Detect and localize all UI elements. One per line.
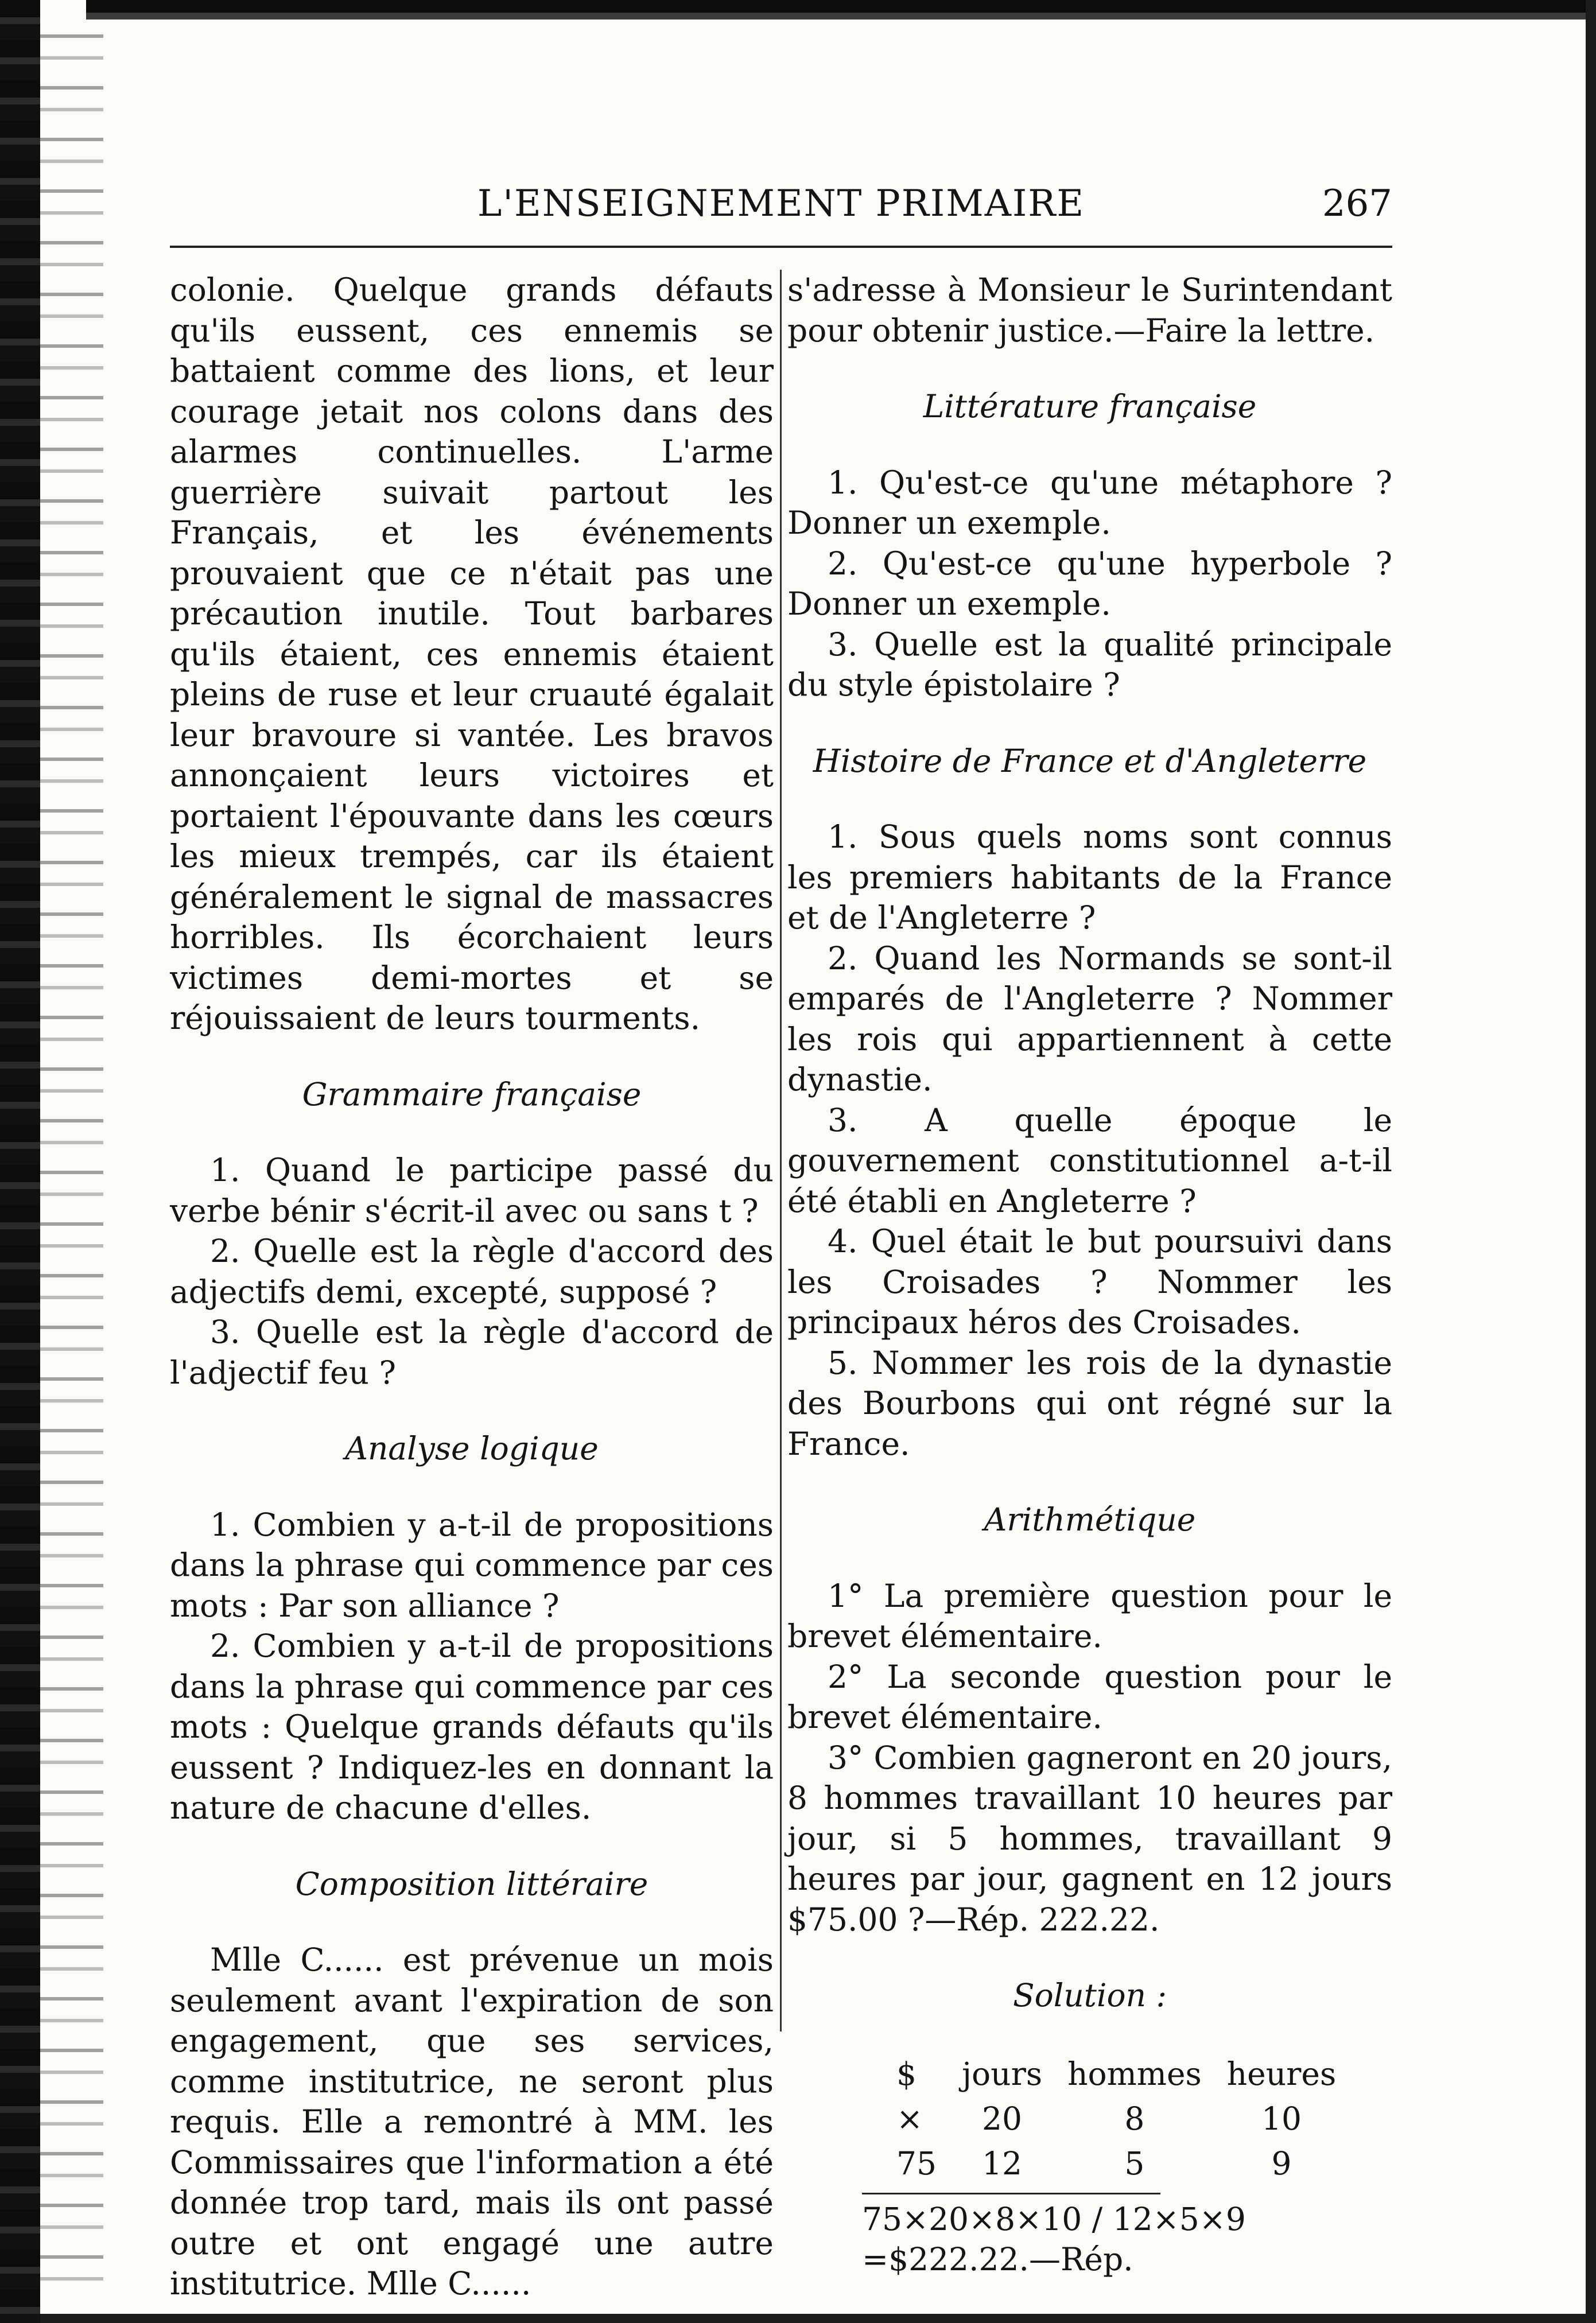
running-head: L'ENSEIGNEMENT PRIMAIRE	[477, 182, 1085, 225]
composition-text: Mlle C...... est prévenue un mois seulement avant l'expiration de son engagement, que ses services, comme institutrice, ne seront plus requis. Elle a remontré à MM. les Commissaires que l'information a été donnée trop tard, mais ils ont passé outre et ont engagé une autre institutrice. Mlle C......	[170, 1941, 774, 2302]
solution-cell: 5	[1124, 2145, 1145, 2182]
solution-cell: 75	[896, 2145, 937, 2182]
solution-header-cell: jours	[962, 2055, 1043, 2092]
section-title-analyse: Analyse logique	[345, 1430, 599, 1467]
solution-table	[896, 2052, 1361, 2186]
solution-cell: 8	[1124, 2100, 1145, 2137]
column-divider	[780, 270, 782, 2031]
section-title-grammaire: Grammaire française	[302, 1075, 642, 1113]
solution-header-cell: heures	[1226, 2055, 1337, 2092]
solution-header-cell: $	[896, 2055, 917, 2092]
litterature-question-3: 3. Quelle est la qualité principale du style épistolaire ?	[787, 626, 1392, 703]
histoire-question-1: 1. Sous quels noms sont connus les premiers habitants de la France et de l'Angleterre ?	[787, 818, 1392, 936]
analyse-question-2: 2. Combien y a-t-il de propositions dans la phrase qui commence par ces mots : Quelque grands défauts qu'ils eussent ? Indiquez-les en donnant la nature de chacune d'elles.	[170, 1627, 774, 1826]
arithmetique-question-2: 2° La seconde question pour le brevet élémentaire.	[787, 1658, 1392, 1735]
arithmetique-question-3: 3° Combien gagneront en 20 jours, 8 hommes travaillant 10 heures par jour, si 5 hommes, travaillant 9 heures par jour, gagnent en 12 jours $75.00 ?—Rép. 222.22.	[787, 1739, 1392, 1938]
scan-binding-shadow	[40, 34, 103, 2307]
solution-result-line: 75×20×8×10 / 12×5×9 =$222.22.—Rép.	[862, 2200, 1246, 2278]
litterature-question-2: 2. Qu'est-ce qu'une hyperbole ? Donner un exemple.	[787, 545, 1392, 622]
grammaire-question-3: 3. Quelle est la règle d'accord de l'adjectif feu ?	[170, 1314, 774, 1391]
solution-title: Solution :	[1012, 1977, 1167, 2014]
scan-edge-right	[1586, 0, 1596, 2323]
solution-cell: 10	[1261, 2100, 1302, 2137]
grammaire-question-1: 1. Quand le participe passé du verbe bénir s'écrit-il avec ou sans t ?	[170, 1152, 774, 1229]
intro-paragraph: colonie. Quelque grands défauts qu'ils eussent, ces ennemis se battaient comme des lions, et leur courage jetait nos colons dans des alarmes continuelles. L'arme guerrière suivait partout les Français, et les événements prouvaient que ce n'était pas une précaution inutile. Tout barbares qu'ils étaient, ces ennemis étaient pleins de ruse et leur cruauté égalait leur bravoure si vantée. Les bravos annonçaient leurs victoires et portaient l'épouvante dans les cœurs les mieux trempés, car ils étaient généralement le signal de massacres horribles. Ils écorchaient leurs victimes demi-mortes et se réjouissaient de leurs tourments.	[170, 271, 774, 1036]
scan-edge-bottom	[40, 2314, 1596, 2323]
solution-table-header	[896, 2052, 1361, 2096]
histoire-question-5: 5. Nommer les rois de la dynastie des Bourbons qui ont régné sur la France.	[787, 1344, 1392, 1462]
arithmetique-question-1: 1° La première question pour le brevet élémentaire.	[787, 1577, 1392, 1654]
analyse-question-1: 1. Combien y a-t-il de propositions dans la phrase qui commence par ces mots : Par son alliance ?	[170, 1506, 774, 1624]
header-rule	[170, 246, 1392, 248]
page-number: 267	[1322, 182, 1392, 225]
solution-cell: 12	[982, 2145, 1023, 2182]
scan-edge-top	[86, 0, 1596, 33]
page-header	[170, 182, 1392, 234]
solution-rule	[862, 2193, 1160, 2194]
composition-continuation: s'adresse à Monsieur le Surintendant pour obtenir justice.—Faire la lettre.	[787, 271, 1392, 349]
histoire-question-3: 3. A quelle époque le gouvernement constitutionnel a-t-il été établi en Angleterre ?	[787, 1101, 1392, 1219]
solution-cell: ×	[896, 2100, 923, 2137]
litterature-question-1: 1. Qu'est-ce qu'une métaphore ? Donner un exemple.	[787, 464, 1392, 541]
section-title-arithmetique: Arithmétique	[984, 1501, 1196, 1538]
solution-table-row	[896, 2096, 1361, 2141]
solution-cell: 20	[982, 2100, 1023, 2137]
right-column	[787, 270, 1392, 2280]
solution-header-cell: hommes	[1067, 2055, 1202, 2092]
section-title-litterature: Littérature française	[923, 388, 1257, 425]
histoire-question-4: 4. Quel était le but poursuivi dans les Croisades ? Nommer les principaux héros des Croisades.	[787, 1223, 1392, 1341]
solution-table-row	[896, 2141, 1361, 2186]
section-title-composition: Composition littéraire	[295, 1865, 649, 1902]
scan-edge-left	[0, 0, 40, 2323]
section-title-histoire: Histoire de France et d'Angleterre	[813, 742, 1367, 779]
left-column	[170, 270, 774, 2304]
solution-cell: 9	[1271, 2145, 1292, 2182]
grammaire-question-2: 2. Quelle est la règle d'accord des adjectifs demi, excepté, supposé ?	[170, 1233, 774, 1310]
histoire-question-2: 2. Quand les Normands se sont-il emparés de l'Angleterre ? Nommer les rois qui appartiennent à cette dynastie.	[787, 939, 1392, 1098]
